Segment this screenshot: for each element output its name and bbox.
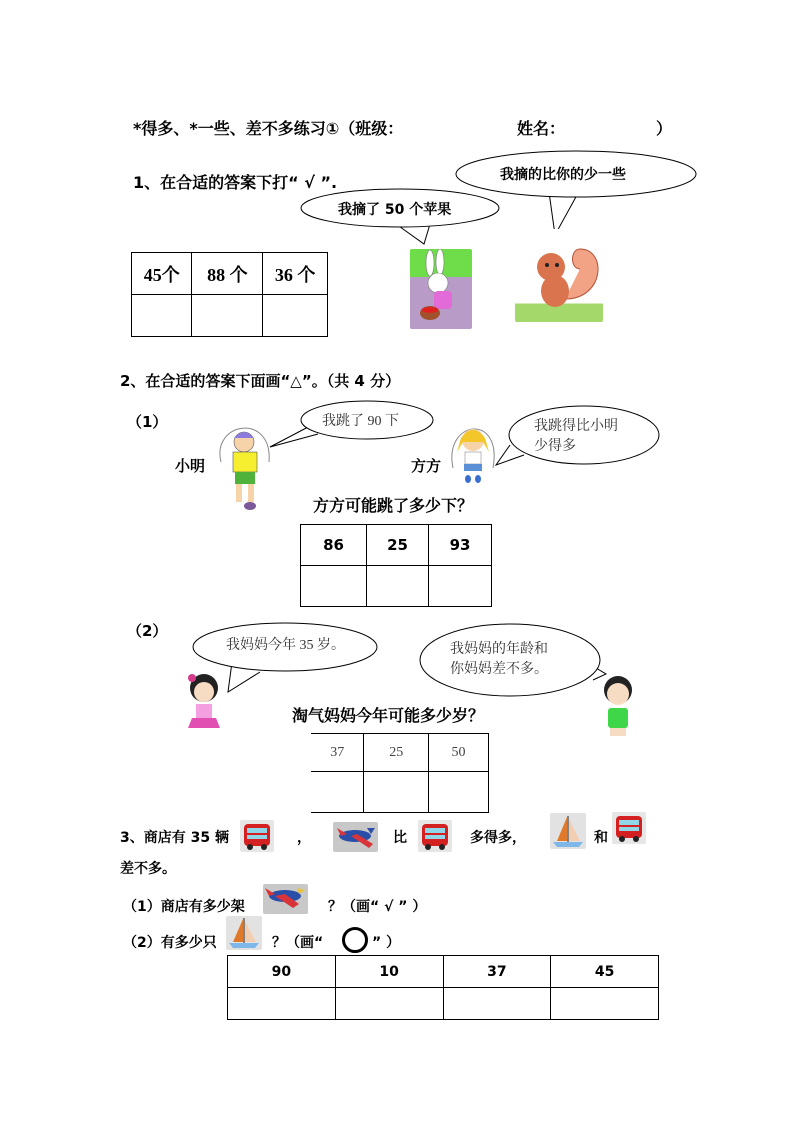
- option-cell: 93: [429, 525, 492, 566]
- bubble-text-line1: 我跳得比小明: [534, 419, 618, 434]
- bus-image: [418, 820, 452, 852]
- q3-sub2-c: ” ）: [372, 935, 401, 951]
- option-cell: 45: [551, 956, 659, 988]
- option-cell: 90: [228, 956, 336, 988]
- boy-icon: [586, 670, 646, 740]
- airplane-image: [333, 822, 378, 852]
- answer-cell[interactable]: [443, 988, 551, 1020]
- airplane-icon: [333, 822, 378, 852]
- title-text: *得多、*一些、差不多练习①（班级：: [133, 119, 404, 138]
- q3-sub2-a: （2）有多少只: [123, 935, 217, 951]
- bus-image: [612, 812, 646, 844]
- answer-cell[interactable]: [228, 988, 336, 1020]
- answer-cell[interactable]: [551, 988, 659, 1020]
- speech-bubble-boy-mom-age: [418, 622, 608, 700]
- sailboat-image: [550, 813, 586, 849]
- q2-part1-label: （1）: [127, 413, 168, 431]
- option-cell: 86: [301, 525, 367, 566]
- q3-line1-e: 和: [594, 830, 608, 846]
- option-cell: 37: [443, 956, 551, 988]
- bus-icon: [612, 812, 646, 844]
- bubble-text-line2: 你妈妈差不多。: [450, 662, 548, 677]
- sailboat-icon: [550, 813, 586, 849]
- fangfang-image: [447, 412, 499, 486]
- q1-answer-table: [131, 252, 328, 337]
- q3-sub1-a: （1）商店有多少架: [123, 899, 245, 915]
- option-cell: 25: [364, 734, 428, 772]
- q3-line2: 差不多。: [120, 861, 176, 877]
- answer-cell[interactable]: [367, 566, 429, 607]
- airplane-image: [263, 884, 308, 914]
- answer-cell[interactable]: [428, 772, 488, 813]
- option-cell: 50: [428, 734, 488, 772]
- rabbit-image: [410, 249, 472, 329]
- airplane-icon: [263, 884, 308, 914]
- q3-sub1-b: ？（画“ √ ” ）: [328, 899, 427, 915]
- boy-name-xiaoming: 小明: [175, 457, 206, 475]
- option-cell: 36 个: [263, 253, 328, 295]
- q2-part2-label: （2）: [127, 622, 168, 640]
- bubble-text: 我妈妈今年 35 岁。: [226, 638, 345, 653]
- name-label: 姓名：: [517, 119, 566, 138]
- q2-part2-answer-table: [311, 733, 489, 813]
- squirrel-image: [515, 229, 603, 322]
- bubble-text-line1: 我妈妈的年龄和: [450, 642, 548, 657]
- answer-cell[interactable]: [364, 772, 428, 813]
- q2-part1-answer-table: [300, 524, 492, 607]
- bubble-text-line2: 少得多: [534, 439, 576, 454]
- close-paren: ）: [656, 119, 673, 138]
- option-cell: 25: [367, 525, 429, 566]
- answer-cell[interactable]: [192, 295, 263, 337]
- q3-answer-table: [227, 955, 659, 1020]
- girl-jumping-rope-icon: [447, 412, 499, 486]
- q3-line1-d: 多得多，: [470, 830, 526, 846]
- option-cell: 45个: [132, 253, 192, 295]
- bus-icon: [418, 820, 452, 852]
- q3-line1-c: 比: [393, 830, 407, 846]
- answer-cell[interactable]: [263, 295, 328, 337]
- xiaoming-image: [213, 412, 275, 512]
- bus-image: [240, 820, 274, 852]
- q3-sub2-b: ？（画“: [272, 935, 324, 951]
- bus-icon: [240, 820, 274, 852]
- rabbit-icon: [410, 249, 472, 329]
- girl-icon: [178, 668, 230, 732]
- option-cell: 10: [335, 956, 443, 988]
- answer-cell[interactable]: [335, 988, 443, 1020]
- girl-taoqi-image: [178, 668, 230, 732]
- q2-prompt: 2、在合适的答案下面画“△”。（共 4 分）: [120, 372, 401, 390]
- boy-taoqi-image: [586, 670, 646, 740]
- q2-part2-question: 淘气妈妈今年可能多少岁？: [292, 706, 485, 725]
- option-cell: 88 个: [192, 253, 263, 295]
- girl-name-fangfang: 方方: [411, 457, 442, 475]
- answer-cell[interactable]: [311, 772, 364, 813]
- squirrel-icon: [515, 229, 603, 322]
- speech-bubble-xiaoming: [270, 400, 435, 452]
- bubble-text: 我跳了 90 下: [322, 414, 399, 429]
- boy-jumping-rope-icon: [213, 412, 275, 512]
- worksheet-title: [133, 116, 403, 139]
- speech-bubble-fangfang: [496, 405, 661, 467]
- q3-line1-a: 3、商店有 35 辆: [120, 830, 229, 846]
- q2-part1-question: 方方可能跳了多少下？: [313, 496, 474, 515]
- q1-prompt: 1、在合适的答案下打“ √ ”.: [133, 173, 338, 192]
- answer-cell[interactable]: [132, 295, 192, 337]
- sailboat-image: [226, 916, 262, 950]
- answer-cell[interactable]: [301, 566, 367, 607]
- q3-line1-b: ，: [297, 830, 311, 846]
- sailboat-icon: [226, 916, 262, 950]
- answer-cell[interactable]: [429, 566, 492, 607]
- bubble-text: 我摘的比你的少一些: [500, 167, 626, 183]
- circle-symbol-icon: [342, 927, 368, 953]
- speech-bubble-rabbit: [300, 188, 500, 258]
- bubble-text: 我摘了 50 个苹果: [338, 202, 452, 218]
- option-cell: 37: [311, 734, 364, 772]
